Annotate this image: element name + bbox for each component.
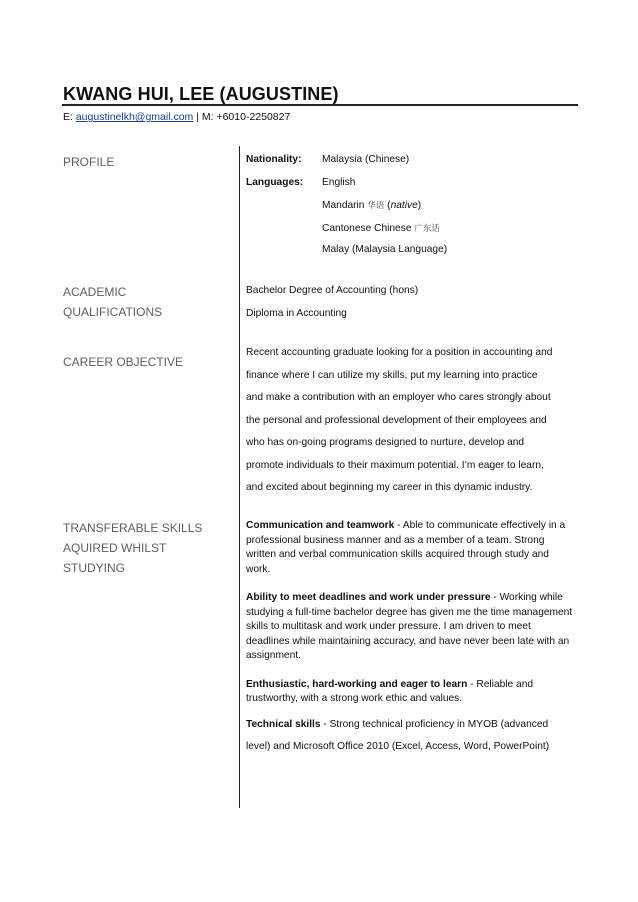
- skill-text: - Able to communicate effectively in a professional business manner and as a member of a team. Strong written and verbal communication skills acquired through study and work.: [246, 520, 566, 575]
- languages-row: [246, 177, 447, 200]
- skill-text: - Working while studying a full-time bachelor degree has given me the time management skills to multitask and work under pressure. I am driven to meet deadlines while maintaining accuracy, and have never been late with an assignment.: [246, 592, 573, 661]
- objective-line: and make a contribution with an employer who cares strongly about: [246, 392, 551, 403]
- objective-line: Recent accounting graduate looking for a position in accounting and: [246, 347, 553, 358]
- language-item: Malay (Malaysia Language): [322, 244, 448, 255]
- objective-line: the personal and professional development of their employees and: [246, 414, 547, 426]
- qualification-item: Diploma in Accounting: [246, 307, 347, 319]
- language-item: Cantonese Chinese 广东话: [322, 222, 440, 234]
- career-objective-label: CAREER OBJECTIVE: [63, 355, 184, 369]
- skill-text: - Reliable and trustworthy, with a strong work ethic and values.: [246, 678, 534, 704]
- profile-label: PROFILE: [63, 155, 115, 169]
- skill-title: Enthusiastic, hard-working and eager to learn: [246, 678, 468, 690]
- objective-line: who has on-going programs designed to nurture, develop and: [246, 437, 525, 448]
- career-objective-content: [246, 347, 552, 505]
- skills-label: TRANSFERABLE SKILLS AQUIRED WHILST STUDYING: [63, 521, 203, 575]
- languages-row: [246, 222, 447, 245]
- objective-line: finance where I can utilize my skills, put my learning into practice: [246, 369, 538, 381]
- academic-label: ACADEMIC QUALIFICATIONS: [63, 285, 163, 319]
- mandarin-native-name: 华语: [367, 200, 385, 210]
- languages-key: Languages:: [246, 176, 304, 188]
- cantonese-native-name: 广东话: [414, 222, 440, 233]
- technical-skill-line: level) and Microsoft Office 2010 (Excel, Access, Word, PowerPoint): [246, 741, 550, 752]
- contact-line: [63, 111, 290, 123]
- language-item: Mandarin 华语 (native): [322, 200, 422, 211]
- skill-title: Ability to meet deadlines and work under pressure: [246, 592, 491, 603]
- qualification-item: Bachelor Degree of Accounting (hons): [246, 285, 419, 296]
- candidate-name: KWANG HUI, LEE (AUGUSTINE): [63, 84, 339, 104]
- language-item: English: [322, 176, 356, 188]
- skill-item: [246, 591, 576, 664]
- skill-title: Communication and teamwork: [246, 520, 395, 531]
- skill-item: [246, 519, 576, 577]
- contact-separator: |: [193, 111, 202, 123]
- academic-content: [246, 285, 418, 330]
- objective-line: promote individuals to their maximum potential. I’m eager to learn,: [246, 459, 544, 471]
- technical-skill-line: Technical skills - Strong technical proficiency in MYOB (advanced: [246, 718, 549, 730]
- header-rule: [62, 104, 578, 106]
- nationality-key: Nationality:: [246, 154, 302, 165]
- languages-row: [246, 244, 447, 267]
- skill-item: [246, 678, 576, 707]
- email-prefix: E:: [63, 111, 76, 123]
- languages-row: [246, 199, 447, 222]
- skills-content: [246, 519, 576, 764]
- nationality-value: Malaysia (Chinese): [322, 154, 410, 165]
- column-divider: [239, 146, 240, 808]
- native-note: native: [390, 200, 418, 211]
- phone-number: M: +6010-2250827: [201, 111, 291, 123]
- objective-line: and excited about beginning my career in this dynamic industry.: [246, 482, 533, 493]
- profile-content: [246, 154, 447, 267]
- email-link[interactable]: augustinelkh@gmail.com: [75, 111, 194, 123]
- skill-title: Technical skills: [246, 718, 321, 730]
- nationality-row: [246, 154, 447, 177]
